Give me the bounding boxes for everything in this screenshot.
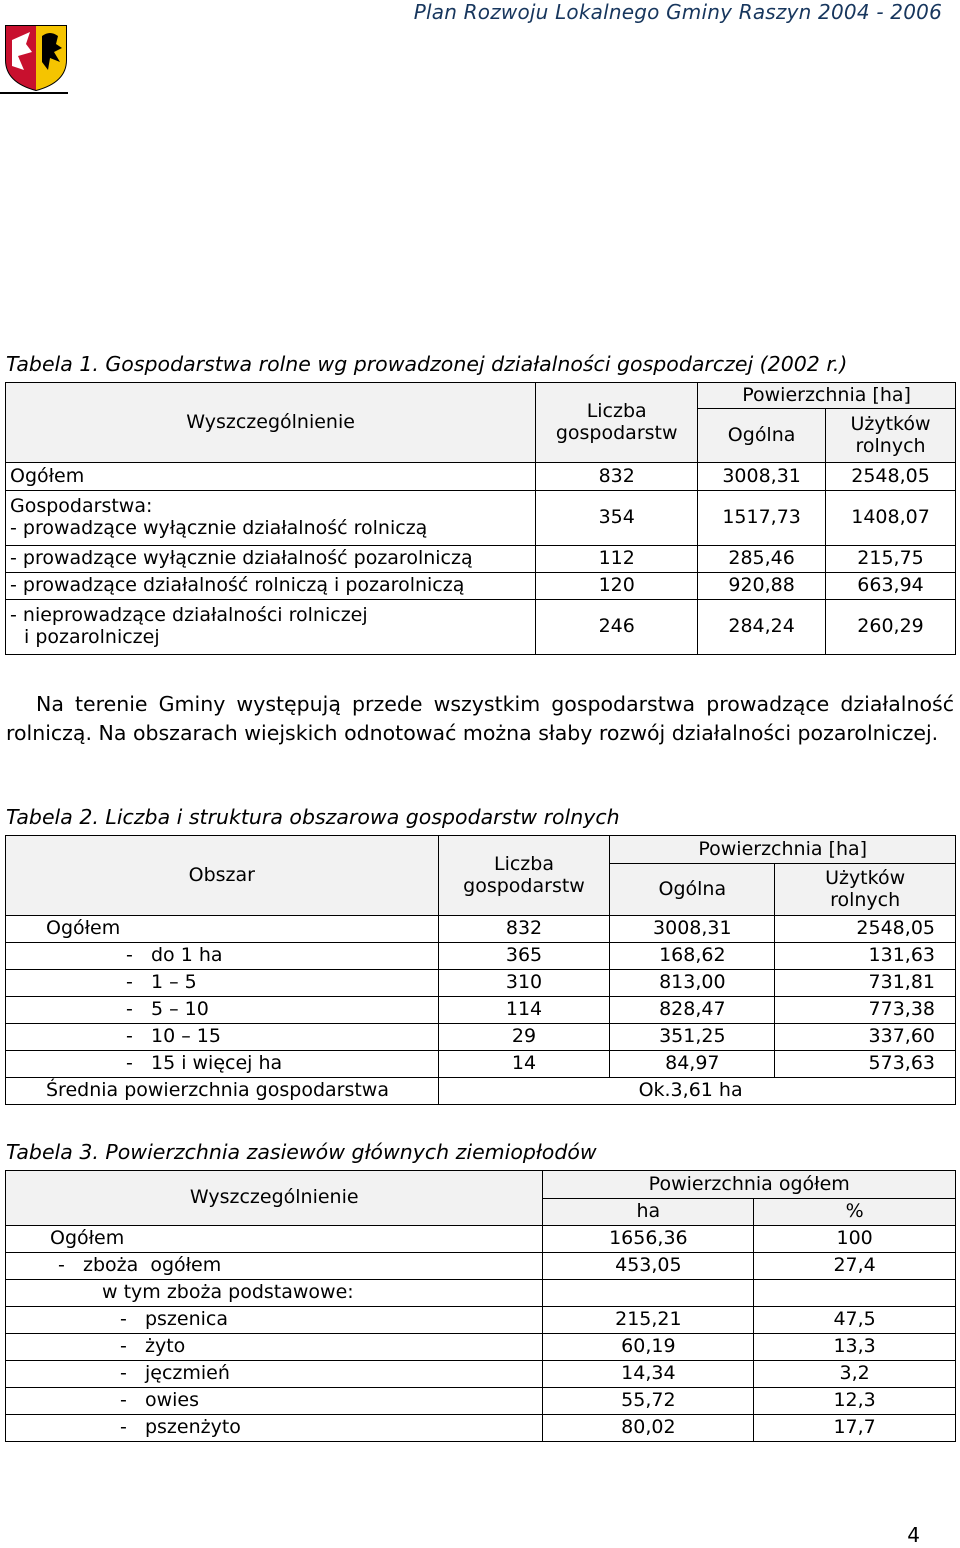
- row-ha: [543, 1280, 754, 1307]
- row-label: - żyto: [6, 1334, 543, 1361]
- table-row: [6, 1024, 956, 1051]
- row-total: 168,62: [610, 943, 775, 970]
- row-ha: 1656,36: [543, 1226, 754, 1253]
- row-count: 354: [536, 491, 698, 546]
- row-agri: 663,94: [826, 573, 956, 600]
- row-total: 920,88: [698, 573, 826, 600]
- row-label-line1: - nieprowadzące działalności rolniczej: [10, 604, 368, 627]
- table-row: [6, 1388, 956, 1415]
- row-pct: 27,4: [754, 1253, 956, 1280]
- table1-header-total: Ogólna: [698, 409, 826, 463]
- row-label: - 10 – 15: [6, 1024, 439, 1051]
- row-count: 310: [438, 970, 610, 997]
- row-ha: 215,21: [543, 1307, 754, 1334]
- row-label: w tym zboża podstawowe:: [6, 1280, 543, 1307]
- row-total: 285,46: [698, 546, 826, 573]
- row-total: 3008,31: [610, 916, 775, 943]
- table1-header-count: [536, 383, 698, 463]
- row-pct: 100: [754, 1226, 956, 1253]
- table-row: [6, 997, 956, 1024]
- row-label: Ogółem: [6, 1226, 543, 1253]
- row-count: 832: [536, 463, 698, 491]
- row-total: 284,24: [698, 600, 826, 655]
- row-label: - zboża ogółem: [6, 1253, 543, 1280]
- table1-header-area: Powierzchnia [ha]: [698, 383, 956, 409]
- table-row: [6, 1280, 956, 1307]
- row-label: - do 1 ha: [6, 943, 439, 970]
- table-row: [6, 1361, 956, 1388]
- row-total: 813,00: [610, 970, 775, 997]
- row-ha: 80,02: [543, 1415, 754, 1442]
- row-label-line1: Gospodarstwa:: [10, 495, 153, 518]
- row-total: 3008,31: [698, 463, 826, 491]
- row-agri: 573,63: [775, 1051, 956, 1078]
- average-value: Ok.3,61 ha: [438, 1078, 955, 1105]
- row-agri: 731,81: [775, 970, 956, 997]
- table-row: [6, 573, 956, 600]
- row-pct: 13,3: [754, 1334, 956, 1361]
- table3-header-pct: %: [754, 1199, 956, 1226]
- row-label: - pszenżyto: [6, 1415, 543, 1442]
- table-row: [6, 970, 956, 997]
- row-total: 1517,73: [698, 491, 826, 546]
- row-agri: 131,63: [775, 943, 956, 970]
- row-pct: 47,5: [754, 1307, 956, 1334]
- row-label: - prowadzące wyłącznie działalność pozarolniczą: [6, 546, 536, 573]
- table2-header-agri-line2: rolnych: [830, 888, 901, 911]
- row-pct: 12,3: [754, 1388, 956, 1415]
- table2-header-agri-line1: Użytków: [825, 866, 906, 889]
- table2: [5, 835, 956, 1105]
- table2-header-area-col: Obszar: [6, 836, 439, 916]
- row-count: 120: [536, 573, 698, 600]
- row-label: - pszenica: [6, 1307, 543, 1334]
- row-agri: 215,75: [826, 546, 956, 573]
- row-total: 828,47: [610, 997, 775, 1024]
- table-row: [6, 1334, 956, 1361]
- row-agri: 1408,07: [826, 491, 956, 546]
- table-row: [6, 1051, 956, 1078]
- row-count: 29: [438, 1024, 610, 1051]
- table-row-average: [6, 1078, 956, 1105]
- table1-header-count-line1: Liczba: [586, 399, 647, 422]
- table-row: [6, 916, 956, 943]
- table1-caption: Tabela 1. Gospodarstwa rolne wg prowadzonej działalności gospodarczej (2002 r.): [6, 352, 848, 376]
- body-paragraph: [6, 690, 954, 748]
- table1: [5, 382, 956, 655]
- row-pct: 3,2: [754, 1361, 956, 1388]
- row-count: 246: [536, 600, 698, 655]
- row-label: - 5 – 10: [6, 997, 439, 1024]
- row-ha: 453,05: [543, 1253, 754, 1280]
- row-pct: [754, 1280, 956, 1307]
- table1-header-agri-line1: Użytków: [850, 412, 931, 435]
- table-row: [6, 491, 956, 546]
- row-agri: 2548,05: [826, 463, 956, 491]
- row-label: - owies: [6, 1388, 543, 1415]
- row-label: Ogółem: [6, 916, 439, 943]
- row-ha: 55,72: [543, 1388, 754, 1415]
- row-label: [6, 491, 536, 546]
- row-label-line2: i pozarolniczej: [24, 626, 160, 648]
- row-count: 832: [438, 916, 610, 943]
- document-header-title: Plan Rozwoju Lokalnego Gminy Raszyn 2004 - 2006: [413, 0, 942, 24]
- table2-header-count: [438, 836, 610, 916]
- table2-header-total: Ogólna: [610, 864, 775, 916]
- row-label: Ogółem: [6, 463, 536, 491]
- crest-divider: [0, 92, 68, 94]
- table2-header-count-line2: gospodarstw: [463, 874, 585, 897]
- table3: [5, 1170, 956, 1442]
- row-ha: 14,34: [543, 1361, 754, 1388]
- row-agri: 773,38: [775, 997, 956, 1024]
- row-total: 351,25: [610, 1024, 775, 1051]
- table1-header-agri: [826, 409, 956, 463]
- row-label: - 15 i więcej ha: [6, 1051, 439, 1078]
- table-row: [6, 1307, 956, 1334]
- row-total: 84,97: [610, 1051, 775, 1078]
- table1-header-agri-line2: rolnych: [855, 434, 926, 457]
- table1-header-count-line2: gospodarstw: [555, 421, 678, 444]
- row-label: [6, 600, 536, 655]
- table3-header-desc: Wyszczególnienie: [6, 1171, 543, 1226]
- row-label: - 1 – 5: [6, 970, 439, 997]
- row-agri: 2548,05: [775, 916, 956, 943]
- table-row: [6, 600, 956, 655]
- row-count: 365: [438, 943, 610, 970]
- row-agri: 337,60: [775, 1024, 956, 1051]
- row-label: - prowadzące działalność rolniczą i pozarolniczą: [6, 573, 536, 600]
- body-paragraph-text: Na terenie Gminy występują przede wszystkim gospodarstwa prowadzące działalność rolniczą. Na obszarach wiejskich odnotować można słaby rozwój działalności pozarolniczej.: [6, 692, 954, 745]
- table1-header-desc: Wyszczególnienie: [6, 383, 536, 463]
- page-number: 4: [907, 1523, 920, 1547]
- row-agri: 260,29: [826, 600, 956, 655]
- row-count: 112: [536, 546, 698, 573]
- table2-caption: Tabela 2. Liczba i struktura obszarowa gospodarstw rolnych: [6, 805, 620, 829]
- table-row: [6, 546, 956, 573]
- average-label: Średnia powierzchnia gospodarstwa: [6, 1078, 439, 1105]
- table2-header-area: Powierzchnia [ha]: [610, 836, 956, 864]
- table3-caption: Tabela 3. Powierzchnia zasiewów głównych ziemiopłodów: [6, 1140, 597, 1164]
- table-row: [6, 1226, 956, 1253]
- row-count: 114: [438, 997, 610, 1024]
- row-pct: 17,7: [754, 1415, 956, 1442]
- table3-header-ha: ha: [543, 1199, 754, 1226]
- row-label-line2: - prowadzące wyłącznie działalność rolniczą: [10, 517, 428, 539]
- table-row: [6, 1253, 956, 1280]
- row-count: 14: [438, 1051, 610, 1078]
- table2-header-agri: [775, 864, 956, 916]
- table-row: [6, 943, 956, 970]
- table-row: [6, 1415, 956, 1442]
- municipality-crest-icon: [4, 22, 68, 92]
- table2-header-count-line1: Liczba: [494, 852, 554, 875]
- row-ha: 60,19: [543, 1334, 754, 1361]
- table-row: [6, 463, 956, 491]
- row-label: - jęczmień: [6, 1361, 543, 1388]
- table3-header-area: Powierzchnia ogółem: [543, 1171, 956, 1199]
